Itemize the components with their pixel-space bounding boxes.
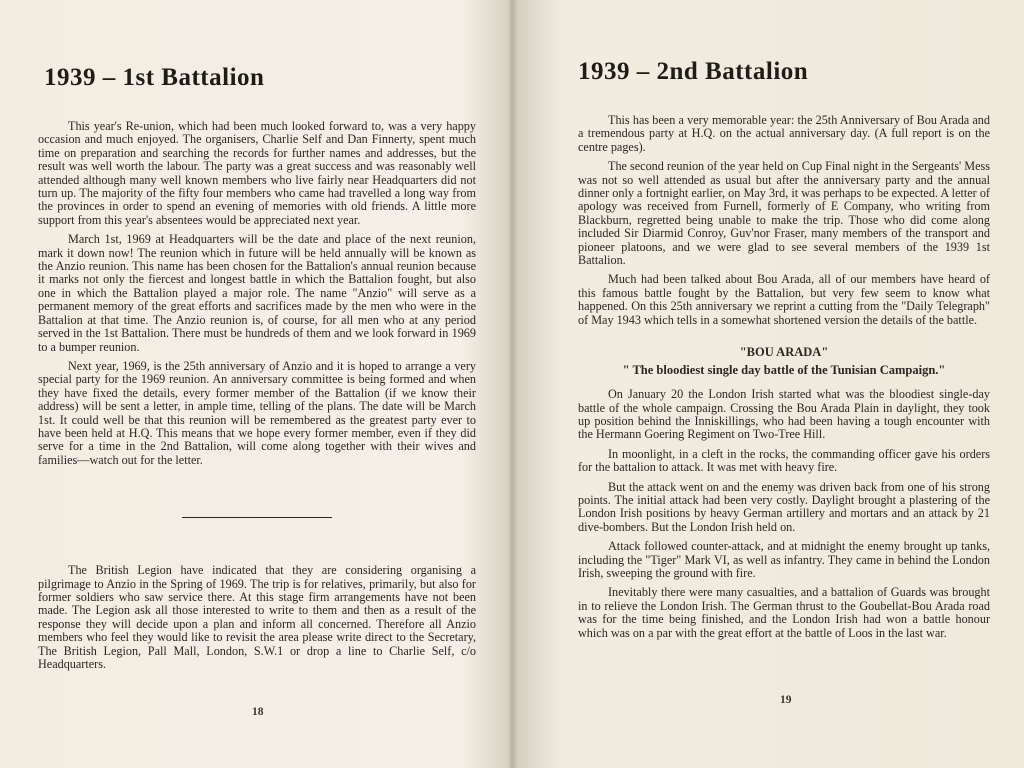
- page-heading: 1939 – 1st Battalion: [44, 64, 265, 91]
- paragraph: Next year, 1969, is the 25th anniversary of Anzio and it is hoped to arrange a very special party for the 1969 reunion. An anniversary committee is being formed and when they have fixed the details, every former member of the Battalion (if we know their address) will be sent a letter, in ample time, telling of the plans. The date will be March 1st. It could well be that this reunion will be remembered as the greatest party ever to have been held at H.Q. This means that we hope every former member, even if they did serve for a time in the 2nd Battalion, will come along together with their wives and families—watch out for the letter.: [38, 358, 476, 467]
- left-page: [0, 0, 506, 768]
- paragraph: The British Legion have indicated that they are considering organising a pilgrimage to Anzio in the Spring of 1969. The trip is for relatives, primarily, but also for former soldiers who saw service there. At this stage firm arrangements have not been made. The Legion ask all those interested to write to them and then as a result of the response they will decide upon a plan and inform all concerned. Therefore all Anzio members who feel they would like to revisit the area please write direct to the Secretary, The British Legion, Pall Mall, London, S.W.1 or drop a line to Charlie Self, c/o Headquarters.: [38, 563, 476, 671]
- article-subtitle: " The bloodiest single day battle of the Tunisian Campaign.": [622, 363, 946, 378]
- article-paragraph: Inevitably there were many casualties, and a battalion of Guards was brought in to relieve the London Irish. The German thrust to the Goubellat-Bou Arada road was for the time being finished, and the London Irish had won a battle honour which was on a par with the great effort at the battle of Loos in the last war.: [578, 585, 990, 640]
- paragraph: The second reunion of the year held on Cup Final night in the Sergeants' Mess was not so well attended as usual but after the anniversary party and the annual dinner only a fortnight earlier, on May 3rd, it was perhaps to be expected. A letter of apology was received from Furnell, formerly of E Company, who writing from Blackburn, regretted being unable to make the trip. Those who did come along included Sir Diarmid Conroy, Guv'nor Fraser, many members of the transport and pioneer platoons, and we were glad to see several members of the 1939 1st Battalion.: [578, 159, 990, 268]
- article-paragraph: Attack followed counter-attack, and at midnight the enemy brought up tanks, including the "Tiger" Mark VI, as well as infantry. They came in behind the London Irish, sweeping the ground with fire.: [578, 539, 990, 580]
- paragraph: This year's Re-union, which had been much looked forward to, was a very happy occasion and much enjoyed. The organisers, Charlie Self and Dan Finnerty, spent much time on preparation and searching the records for further names and addresses, but the result was well worth the labour. The party was a great success and was reasonably well attended although many well known members who live fairly near Headquarters did not turn up. The majority of the fifty four members who came had travelled a long way from the provinces in order to spend an evening of memories with old friends. A little more support from this year's absentees would be appreciated next year.: [38, 119, 476, 227]
- article-paragraph: On January 20 the London Irish started what was the bloodiest single-day battle of the whole campaign. Crossing the Bou Arada Plain in daylight, they took up position behind the Inniskillings, who had been having a tough encounter with the Hermann Goering Regiment on Two-Tree Hill.: [578, 387, 990, 442]
- right-page: [518, 0, 1024, 768]
- page-heading: 1939 – 2nd Battalion: [578, 58, 809, 85]
- paragraph: Much had been talked about Bou Arada, all of our members have heard of this famous battle fought by the Battalion, but very few seem to know what happened. On this 25th anniversary we reprint a cutting from the "Daily Telegraph" of May 1943 which tells in a somewhat shortened version the details of the battle.: [578, 272, 990, 327]
- paragraph: This has been a very memorable year: the 25th Anniversary of Bou Arada and a tremendous party at H.Q. on the actual anniversary day. (A full report is on the centre pages).: [578, 113, 990, 154]
- article-paragraph: But the attack went on and the enemy was driven back from one of his strong points. The initial attack had been very costly. Daylight brought a plastering of the London Irish positions by heavy German artillery and mortars and an attack by 21 dive-bombers. But the London Irish held on.: [578, 479, 990, 534]
- paragraph: March 1st, 1969 at Headquarters will be the date and place of the next reunion, mark it down now! The reunion which in future will be held annually will be known as the Anzio reunion. This name has been chosen for the Battalion's annual reunion because it marks not only the fiercest and longest battle in which the Battalion fought, but also one in which the Battalion played a major role. The name "Anzio" will serve as a permanent memory of the great efforts and sacrifices made by the men who were in the Battalion at that time. The Anzio reunion is, of course, for all men who at any period served in the 1st Battalion. There must be hundreds of them and we look forward in 1969 to a bumper reunion.: [38, 232, 476, 354]
- page-number: 18: [252, 706, 264, 718]
- article-paragraph: In moonlight, in a cleft in the rocks, the commanding officer gave his orders for the battalion to attack. It was met with heavy fire.: [578, 446, 990, 475]
- article-title: "BOU ARADA": [739, 345, 829, 360]
- section-divider: [182, 517, 332, 518]
- page-number: 19: [780, 694, 792, 706]
